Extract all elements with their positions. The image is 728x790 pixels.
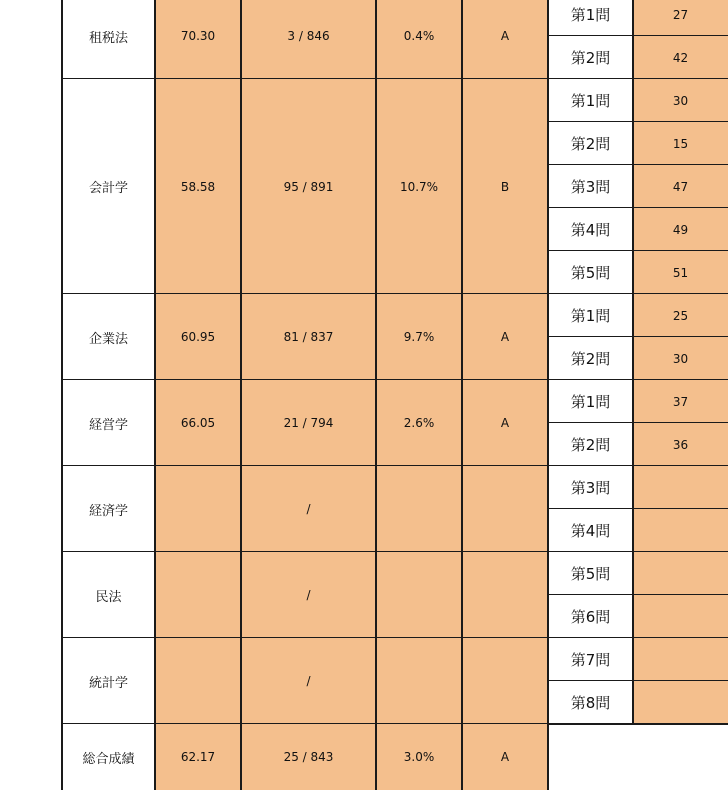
question-label: 第4問: [548, 208, 633, 251]
question-score: 27: [633, 0, 728, 36]
subject-name: 民法: [62, 552, 155, 638]
subject-grade: [462, 552, 548, 638]
question-label: 第2問: [548, 337, 633, 380]
subject-rank: /: [241, 552, 376, 638]
question-score: [633, 552, 728, 595]
subject-score: [155, 638, 241, 724]
subject-grade: A: [462, 294, 548, 380]
subject-percentile: 10.7%: [376, 79, 462, 294]
subject-grade: B: [462, 79, 548, 294]
subject-score: [155, 552, 241, 638]
question-score: [633, 466, 728, 509]
grid-line: [548, 723, 728, 725]
grid-line: [547, 0, 549, 790]
subject-rank: 21 / 794: [241, 380, 376, 466]
subject-name: 統計学: [62, 638, 155, 724]
total-percentile: 3.0%: [376, 724, 462, 790]
subject-grade: [462, 638, 548, 724]
question-label: 第6問: [548, 595, 633, 638]
subject-percentile: 0.4%: [376, 0, 462, 79]
question-score: [633, 509, 728, 552]
subject-score: [155, 466, 241, 552]
question-label: 第5問: [548, 552, 633, 595]
total-grade: A: [462, 724, 548, 790]
subject-name: 経済学: [62, 466, 155, 552]
question-label: 第2問: [548, 423, 633, 466]
question-label: 第1問: [548, 79, 633, 122]
question-score: [633, 681, 728, 724]
question-score: 25: [633, 294, 728, 337]
subject-name: 会計学: [62, 79, 155, 294]
question-score: 51: [633, 251, 728, 294]
question-score: 30: [633, 337, 728, 380]
question-score: 47: [633, 165, 728, 208]
question-score: 15: [633, 122, 728, 165]
grid-line: [61, 0, 63, 790]
grid-line: [154, 0, 156, 790]
subject-score: 70.30: [155, 0, 241, 79]
subject-score: 66.05: [155, 380, 241, 466]
question-label: 第1問: [548, 380, 633, 423]
total-score: 62.17: [155, 724, 241, 790]
subject-rank: /: [241, 638, 376, 724]
subject-rank: 95 / 891: [241, 79, 376, 294]
subject-grade: A: [462, 0, 548, 79]
subject-name: 租税法: [62, 0, 155, 79]
subject-percentile: 2.6%: [376, 380, 462, 466]
subject-rank: 3 / 846: [241, 0, 376, 79]
subject-grade: A: [462, 380, 548, 466]
grid-line: [375, 0, 377, 790]
question-label: 第1問: [548, 294, 633, 337]
question-label: 第3問: [548, 165, 633, 208]
question-score: 37: [633, 380, 728, 423]
subject-percentile: [376, 638, 462, 724]
subject-rank: 81 / 837: [241, 294, 376, 380]
subject-rank: /: [241, 466, 376, 552]
grid-line: [461, 0, 463, 790]
subject-percentile: 9.7%: [376, 294, 462, 380]
question-label: 第1問: [548, 0, 633, 36]
question-score: 42: [633, 36, 728, 79]
question-score: 49: [633, 208, 728, 251]
grid-line: [240, 0, 242, 790]
subject-grade: [462, 466, 548, 552]
question-score: 36: [633, 423, 728, 466]
question-label: 第4問: [548, 509, 633, 552]
question-label: 第5問: [548, 251, 633, 294]
subject-score: 58.58: [155, 79, 241, 294]
subject-name: 経営学: [62, 380, 155, 466]
question-score: [633, 595, 728, 638]
question-label: 第7問: [548, 638, 633, 681]
question-label: 第2問: [548, 36, 633, 79]
subject-score: 60.95: [155, 294, 241, 380]
subject-name: 企業法: [62, 294, 155, 380]
subject-percentile: [376, 552, 462, 638]
grid-line: [632, 0, 634, 724]
question-label: 第3問: [548, 466, 633, 509]
total-rank: 25 / 843: [241, 724, 376, 790]
question-label: 第2問: [548, 122, 633, 165]
question-score: [633, 638, 728, 681]
question-label: 第8問: [548, 681, 633, 724]
subject-percentile: [376, 466, 462, 552]
total-label: 総合成績: [62, 724, 155, 790]
question-score: 30: [633, 79, 728, 122]
